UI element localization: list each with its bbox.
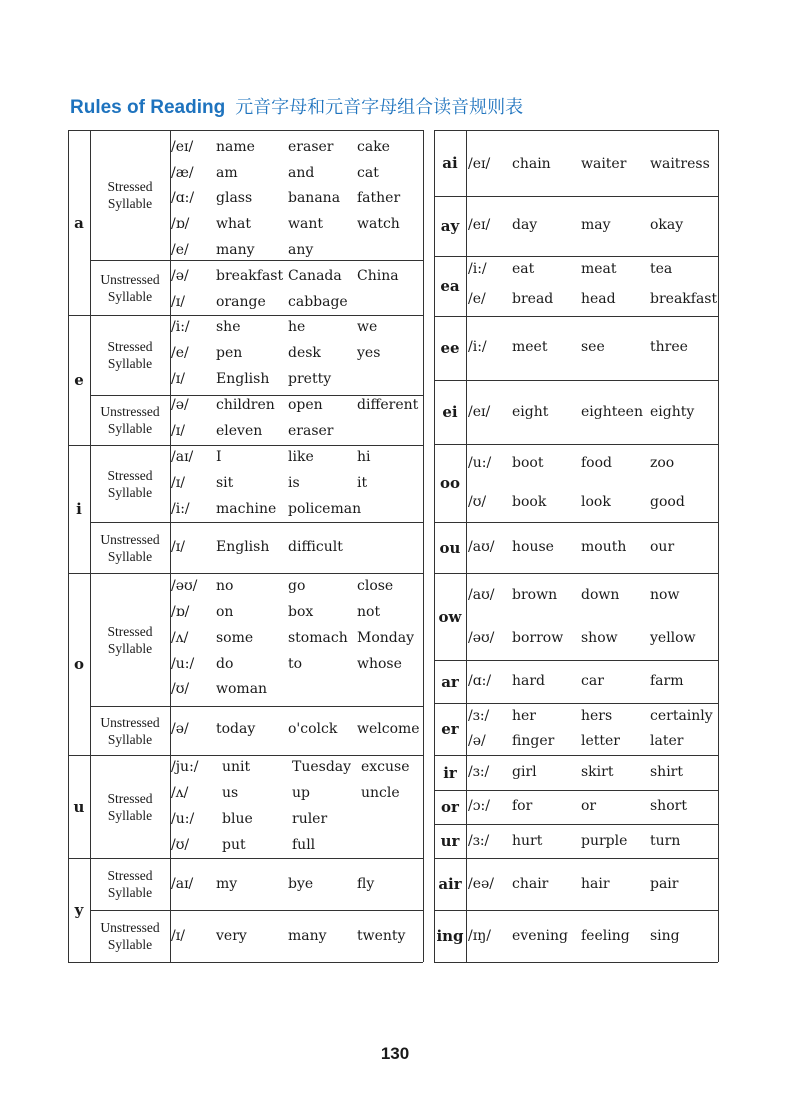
example-word: may xyxy=(581,217,611,233)
example-word: boot xyxy=(512,455,544,471)
example-word: Tuesday xyxy=(292,759,352,775)
example-word: we xyxy=(357,319,378,335)
syllable-label-line: Syllable xyxy=(107,937,153,952)
syllable-label-line: Syllable xyxy=(107,885,153,900)
example-word: evening xyxy=(512,928,568,944)
table-border xyxy=(90,315,423,316)
example-word: now xyxy=(650,587,680,603)
example-word: put xyxy=(222,837,246,853)
example-word: do xyxy=(216,656,234,672)
example-word: brown xyxy=(512,587,558,603)
phonetic-symbol: /aɪ/ xyxy=(171,876,194,892)
vowel-combination: ing xyxy=(436,927,464,945)
example-word: father xyxy=(357,190,401,206)
example-word: close xyxy=(357,578,394,594)
phonetic-symbol: /ɪ/ xyxy=(171,423,185,439)
example-word: cat xyxy=(357,165,379,181)
vowel-combination: oo xyxy=(439,474,460,492)
syllable-label xyxy=(90,790,170,824)
page-number: 130 xyxy=(380,1044,410,1063)
example-word: shirt xyxy=(650,764,683,780)
example-word: pretty xyxy=(288,371,332,387)
table-border xyxy=(68,130,69,962)
example-word: eighty xyxy=(650,404,695,420)
example-word: policeman xyxy=(288,501,362,517)
example-word: unit xyxy=(222,759,251,775)
title-english: Rules of Reading xyxy=(70,97,226,118)
table-border xyxy=(90,522,423,523)
example-word: her xyxy=(512,708,536,724)
syllable-label-line: Syllable xyxy=(107,288,153,304)
example-word: finger xyxy=(512,733,555,749)
example-word: zoo xyxy=(650,455,675,471)
example-word: eighteen xyxy=(581,404,643,420)
syllable-label-line: Stressed xyxy=(107,339,153,354)
phonetic-symbol: /ju:/ xyxy=(171,759,199,775)
example-word: it xyxy=(357,475,368,491)
example-word: house xyxy=(512,539,554,555)
phonetic-symbol: /ɑ:/ xyxy=(468,673,492,689)
example-word: uncle xyxy=(361,785,400,801)
example-word: Canada xyxy=(288,268,342,284)
phonetic-symbol: /eɪ/ xyxy=(171,139,194,155)
example-word: letter xyxy=(581,733,620,749)
syllable-label-line: Stressed xyxy=(107,467,153,483)
example-word: borrow xyxy=(512,630,564,646)
example-word: eraser xyxy=(288,423,334,439)
table-border xyxy=(434,910,718,911)
example-word: chain xyxy=(512,156,551,172)
syllable-label xyxy=(90,867,170,901)
phonetic-symbol: /ə/ xyxy=(171,721,189,737)
phonetic-symbol: /ʊ/ xyxy=(171,837,190,853)
phonetic-symbol: /ʊ/ xyxy=(468,494,487,510)
example-word: breakfast xyxy=(216,268,284,284)
example-word: today xyxy=(216,721,256,737)
phonetic-symbol: /aɪ/ xyxy=(171,449,194,465)
phonetic-symbol: /ʌ/ xyxy=(171,630,189,646)
example-word: is xyxy=(288,475,300,491)
vowel-letter: y xyxy=(74,901,84,919)
phonetic-symbol: /u:/ xyxy=(171,811,195,827)
table-border xyxy=(434,824,718,825)
vowel-combination: ow xyxy=(438,607,462,626)
example-word: woman xyxy=(216,681,268,697)
example-word: box xyxy=(288,604,314,620)
vowel-combination: air xyxy=(438,875,462,893)
example-word: hers xyxy=(581,708,613,724)
example-word: any xyxy=(288,242,314,258)
table-border xyxy=(434,196,718,197)
vowel-combination: er xyxy=(441,720,459,738)
example-word: very xyxy=(216,928,247,944)
vowel-combination: ur xyxy=(440,832,460,850)
example-word: many xyxy=(288,928,327,944)
example-word: look xyxy=(581,494,611,510)
phonetic-symbol: /eə/ xyxy=(468,876,495,892)
example-word: whose xyxy=(357,656,402,672)
table-border xyxy=(90,445,423,446)
phonetic-symbol: /ə/ xyxy=(171,397,189,413)
example-word: not xyxy=(357,604,381,620)
phonetic-symbol: /ɒ/ xyxy=(171,604,190,620)
phonetic-symbol: /ə/ xyxy=(171,268,189,284)
example-word: up xyxy=(292,785,310,801)
example-word: hi xyxy=(357,449,371,465)
example-word: hard xyxy=(512,673,546,689)
example-word: watch xyxy=(357,216,400,232)
example-word: bread xyxy=(512,291,554,307)
example-word: three xyxy=(650,339,688,355)
example-word: want xyxy=(288,216,323,232)
table-border xyxy=(434,790,718,791)
example-word: children xyxy=(216,397,275,413)
syllable-label xyxy=(90,623,170,657)
phonetic-symbol: /ɜ:/ xyxy=(468,764,490,780)
syllable-label xyxy=(90,531,170,565)
example-word: different xyxy=(357,397,419,413)
example-word: cabbage xyxy=(288,294,348,310)
table-border xyxy=(434,256,718,257)
vowel-combination: ea xyxy=(440,277,460,295)
example-word: pen xyxy=(216,345,243,361)
example-word: banana xyxy=(288,190,341,206)
vowel-letter: e xyxy=(74,371,84,389)
syllable-label-line: Stressed xyxy=(107,790,153,806)
phonetic-symbol: /i:/ xyxy=(468,261,487,277)
table-border xyxy=(68,962,423,963)
example-word: meet xyxy=(512,339,548,355)
example-word: orange xyxy=(216,294,266,310)
phonetic-symbol: /ɒ/ xyxy=(171,216,190,232)
vowel-combination: ay xyxy=(440,217,460,235)
example-word: full xyxy=(292,837,316,853)
example-word: down xyxy=(581,587,620,603)
table-border xyxy=(434,573,718,574)
table-border xyxy=(434,444,718,445)
vowel-combination: ou xyxy=(439,538,461,557)
example-word: o'colck xyxy=(288,721,338,737)
example-word: meat xyxy=(581,261,617,277)
example-word: our xyxy=(650,539,675,555)
vowel-letter: u xyxy=(73,797,85,816)
example-word: later xyxy=(650,733,684,749)
syllable-label-line: Syllable xyxy=(107,548,153,564)
example-word: China xyxy=(357,268,399,284)
example-word: day xyxy=(512,217,538,233)
example-word: am xyxy=(216,165,238,181)
syllable-label-line: Unstressed xyxy=(100,271,160,287)
syllable-label xyxy=(90,919,170,953)
vowel-combination: ar xyxy=(441,672,459,691)
example-word: English xyxy=(216,371,270,387)
example-word: food xyxy=(581,455,613,471)
example-word: eraser xyxy=(288,139,334,155)
table-border xyxy=(434,522,718,523)
phonetic-symbol: /ɑ:/ xyxy=(171,190,195,206)
example-word: name xyxy=(216,139,255,155)
example-word: glass xyxy=(216,190,253,206)
phonetic-symbol: /ʊ/ xyxy=(171,681,190,697)
example-word: bye xyxy=(288,876,314,892)
example-word: for xyxy=(512,798,533,814)
table-border xyxy=(434,380,718,381)
syllable-label-line: Syllable xyxy=(107,731,153,747)
example-word: girl xyxy=(512,764,537,780)
vowel-combination: ir xyxy=(443,763,457,782)
table-border xyxy=(718,130,719,962)
syllable-label-line: Syllable xyxy=(107,356,153,371)
syllable-label-line: Unstressed xyxy=(100,920,160,935)
phonetic-symbol: /ɪ/ xyxy=(171,294,185,310)
table-border xyxy=(90,755,423,756)
syllable-label-line: Unstressed xyxy=(100,404,160,419)
syllable-label-line: Syllable xyxy=(107,484,153,500)
phonetic-symbol: /əʊ/ xyxy=(171,578,198,594)
example-word: pair xyxy=(650,876,679,892)
example-word: many xyxy=(216,242,255,258)
phonetic-symbol: /ɪŋ/ xyxy=(468,928,491,944)
table-border xyxy=(90,260,423,261)
example-word: blue xyxy=(222,811,253,827)
example-word: ruler xyxy=(292,811,328,827)
phonetic-symbol: /e/ xyxy=(171,345,189,361)
example-word: good xyxy=(650,494,685,510)
example-word: feeling xyxy=(581,928,630,944)
example-word: and xyxy=(288,165,315,181)
example-word: difficult xyxy=(288,539,343,555)
example-word: farm xyxy=(650,673,684,689)
example-word: purple xyxy=(581,833,628,849)
syllable-label-line: Syllable xyxy=(107,421,153,436)
example-word: I xyxy=(216,449,222,465)
vowel-combination: ee xyxy=(440,339,460,357)
example-word: eight xyxy=(512,404,549,420)
table-border xyxy=(434,858,718,859)
table-border xyxy=(90,573,423,574)
phonetic-symbol: /ə/ xyxy=(468,733,486,749)
phonetic-symbol: /ɜ:/ xyxy=(468,833,490,849)
example-word: Monday xyxy=(357,630,414,646)
vowel-combination: ai xyxy=(442,154,458,172)
example-word: eleven xyxy=(216,423,263,439)
example-word: skirt xyxy=(581,764,614,780)
syllable-label xyxy=(90,338,170,372)
example-word: some xyxy=(216,630,254,646)
table-border xyxy=(90,910,423,911)
example-word: yes xyxy=(357,345,381,361)
table-border xyxy=(434,316,718,317)
example-word: or xyxy=(581,798,597,814)
syllable-label xyxy=(90,271,170,305)
example-word: breakfast xyxy=(650,291,718,307)
example-word: on xyxy=(216,604,234,620)
example-word: us xyxy=(222,785,239,801)
example-word: he xyxy=(288,319,306,335)
table-border xyxy=(90,395,423,396)
example-word: hurt xyxy=(512,833,543,849)
example-word: welcome xyxy=(357,721,420,737)
table-border xyxy=(90,706,423,707)
phonetic-symbol: /e/ xyxy=(171,242,189,258)
phonetic-symbol: /i:/ xyxy=(468,339,487,355)
example-word: like xyxy=(288,449,314,465)
example-word: tea xyxy=(650,261,673,277)
example-word: car xyxy=(581,673,604,689)
example-word: twenty xyxy=(357,928,406,944)
syllable-label-line: Syllable xyxy=(107,807,153,823)
phonetic-symbol: /ɪ/ xyxy=(171,371,185,387)
phonetic-symbol: /ɪ/ xyxy=(171,475,185,491)
example-word: waiter xyxy=(581,156,627,172)
vowel-letter: a xyxy=(74,213,84,232)
phonetic-symbol: /æ/ xyxy=(171,165,194,181)
vowel-combination: ei xyxy=(442,403,458,421)
example-word: desk xyxy=(288,345,321,361)
phonetic-symbol: /ʌ/ xyxy=(171,785,189,801)
example-word: sit xyxy=(216,475,234,491)
example-word: see xyxy=(581,339,605,355)
phonetic-symbol: /i:/ xyxy=(171,319,190,335)
syllable-label-line: Unstressed xyxy=(100,531,160,547)
example-word: fly xyxy=(357,876,375,892)
phonetic-symbol: /eɪ/ xyxy=(468,217,491,233)
phonetic-symbol: /i:/ xyxy=(171,501,190,517)
example-word: head xyxy=(581,291,616,307)
table-border xyxy=(423,130,424,962)
example-word: hair xyxy=(581,876,610,892)
example-word: my xyxy=(216,876,238,892)
example-word: no xyxy=(216,578,234,594)
example-word: okay xyxy=(650,217,684,233)
example-word: excuse xyxy=(361,759,410,775)
table-border xyxy=(434,962,718,963)
table-border xyxy=(434,703,718,704)
syllable-label xyxy=(90,403,170,437)
example-word: mouth xyxy=(581,539,627,555)
example-word: go xyxy=(288,578,306,594)
vowel-combination: or xyxy=(441,798,459,816)
syllable-label-line: Stressed xyxy=(107,623,153,639)
example-word: book xyxy=(512,494,547,510)
example-word: stomach xyxy=(288,630,348,646)
table-border xyxy=(434,130,718,131)
phonetic-symbol: /aʊ/ xyxy=(468,539,495,555)
vowel-letter: o xyxy=(73,655,84,673)
example-word: what xyxy=(216,216,251,232)
page-title xyxy=(70,96,523,119)
syllable-label-line: Unstressed xyxy=(100,714,160,730)
example-word: show xyxy=(581,630,618,646)
example-word: chair xyxy=(512,876,549,892)
example-word: sing xyxy=(650,928,680,944)
phonetic-symbol: /ɔ:/ xyxy=(468,798,490,814)
table-border xyxy=(90,130,423,131)
syllable-label-line: Stressed xyxy=(107,179,153,194)
syllable-label-line: Syllable xyxy=(107,196,153,211)
table-border xyxy=(434,755,718,756)
phonetic-symbol: /aʊ/ xyxy=(468,587,495,603)
syllable-label-line: Stressed xyxy=(107,868,153,883)
phonetic-symbol: /əʊ/ xyxy=(468,630,495,646)
example-word: machine xyxy=(216,501,277,517)
example-word: eat xyxy=(512,261,535,277)
phonetic-symbol: /eɪ/ xyxy=(468,156,491,172)
table-border xyxy=(90,858,423,859)
title-chinese: 元音字母和元音字母组合读音规则表 xyxy=(235,97,524,118)
table-border xyxy=(434,660,718,661)
example-word: waitress xyxy=(650,156,710,172)
phonetic-symbol: /ɪ/ xyxy=(171,539,185,555)
vowel-letter: i xyxy=(76,500,82,518)
example-word: short xyxy=(650,798,687,814)
phonetic-symbol: /e/ xyxy=(468,291,486,307)
example-word: English xyxy=(216,539,270,555)
example-word: certainly xyxy=(650,708,713,724)
example-word: she xyxy=(216,319,241,335)
phonetic-symbol: /u:/ xyxy=(468,455,492,471)
phonetic-symbol: /ɪ/ xyxy=(171,928,185,944)
syllable-label-line: Syllable xyxy=(107,640,153,656)
phonetic-symbol: /u:/ xyxy=(171,656,195,672)
example-word: turn xyxy=(650,833,681,849)
example-word: yellow xyxy=(650,630,696,646)
phonetic-symbol: /ɜ:/ xyxy=(468,708,490,724)
example-word: open xyxy=(288,397,323,413)
phonetic-symbol: /eɪ/ xyxy=(468,404,491,420)
syllable-label xyxy=(90,467,170,501)
syllable-label xyxy=(90,178,170,212)
syllable-label xyxy=(90,714,170,748)
example-word: cake xyxy=(357,139,390,155)
example-word: to xyxy=(288,656,303,672)
